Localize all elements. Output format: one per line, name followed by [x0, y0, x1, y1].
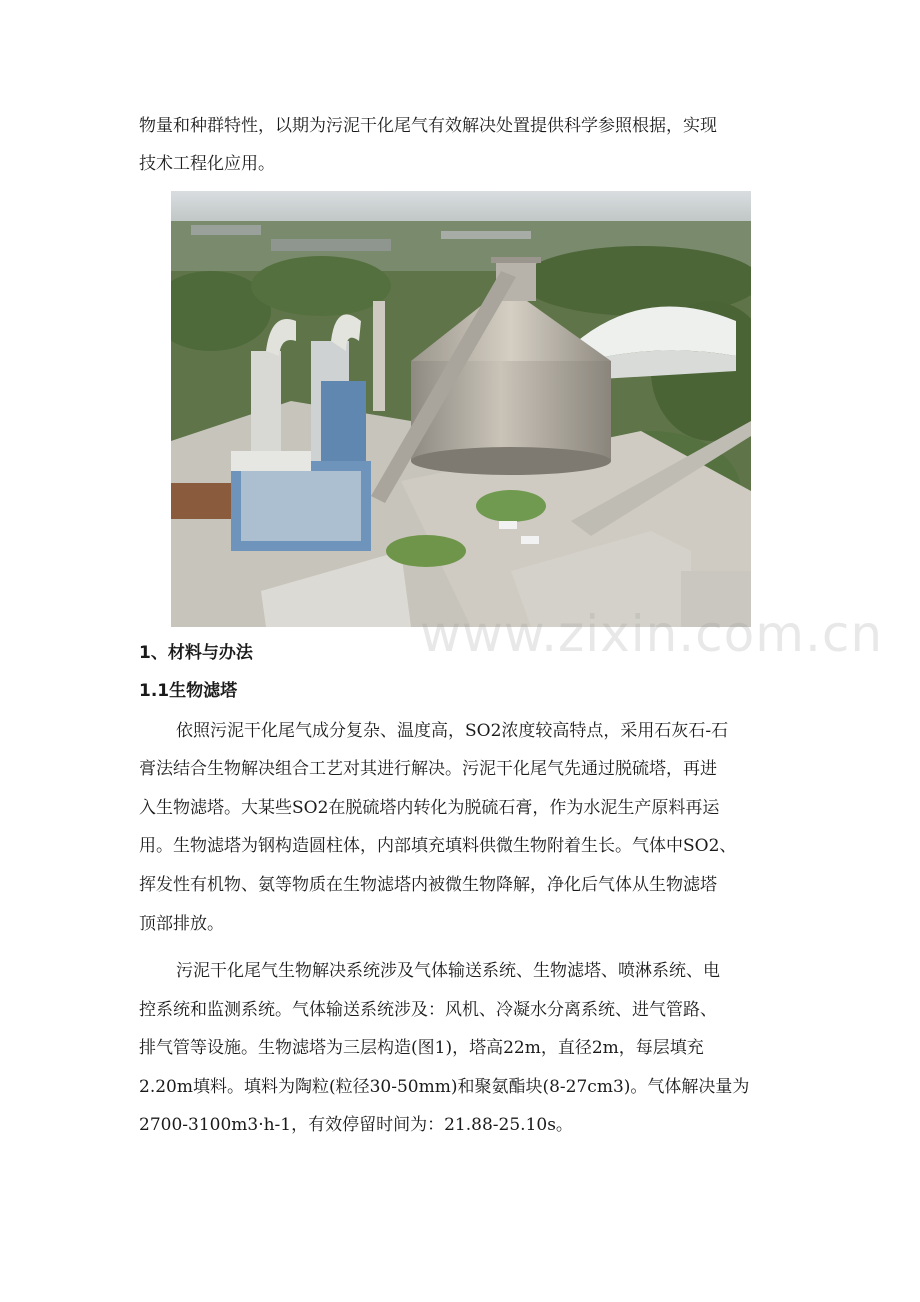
para1-line-1: 依照污泥干化尾气成分复杂、温度高，SO2浓度较高特点，采用石灰石-石 [176, 721, 729, 741]
intro-line-2: 技术工程化应用。 [139, 154, 275, 174]
para2-line-5: 2700-3100m3·h-1，有效停留时间为：21.88-25.10s。 [139, 1115, 573, 1135]
section-1-title: 1、材料与办法 [139, 643, 253, 663]
para1-line-4: 用。生物滤塔为钢构造圆柱体，内部填充填料供微生物附着生长。气体中SO2、 [139, 836, 737, 856]
para1-line-5: 挥发性有机物、氨等物质在生物滤塔内被微生物降解，净化后气体从生物滤塔 [139, 875, 717, 895]
factory-aerial-photo [171, 191, 751, 627]
para2-line-2: 控系统和监测系统。气体输送系统涉及：风机、冷凝水分离系统、进气管路、 [139, 1000, 717, 1020]
para1-line-6: 顶部排放。 [139, 914, 224, 934]
para2-line-4: 2.20m填料。填料为陶粒(粒径30-50mm)和聚氨酯块(8-27cm3)。气体解决量为 [139, 1077, 750, 1097]
para1-line-3: 入生物滤塔。大某些SO2在脱硫塔内转化为脱硫石膏，作为水泥生产原料再运 [139, 798, 720, 818]
para2-line-1: 污泥干化尾气生物解决系统涉及气体输送系统、生物滤塔、喷淋系统、电 [176, 961, 720, 981]
para1-line-2: 膏法结合生物解决组合工艺对其进行解决。污泥干化尾气先通过脱硫塔，再进 [139, 759, 717, 779]
watermark: www.zixin.com.cn [420, 605, 884, 663]
para2-line-3: 排气管等设施。生物滤塔为三层构造(图1)，塔高22m，直径2m，每层填充 [139, 1038, 704, 1058]
intro-line-1: 物量和种群特性，以期为污泥干化尾气有效解决处置提供科学参照根据，实现 [139, 116, 717, 136]
section-1-1-title: 1.1生物滤塔 [139, 681, 238, 701]
